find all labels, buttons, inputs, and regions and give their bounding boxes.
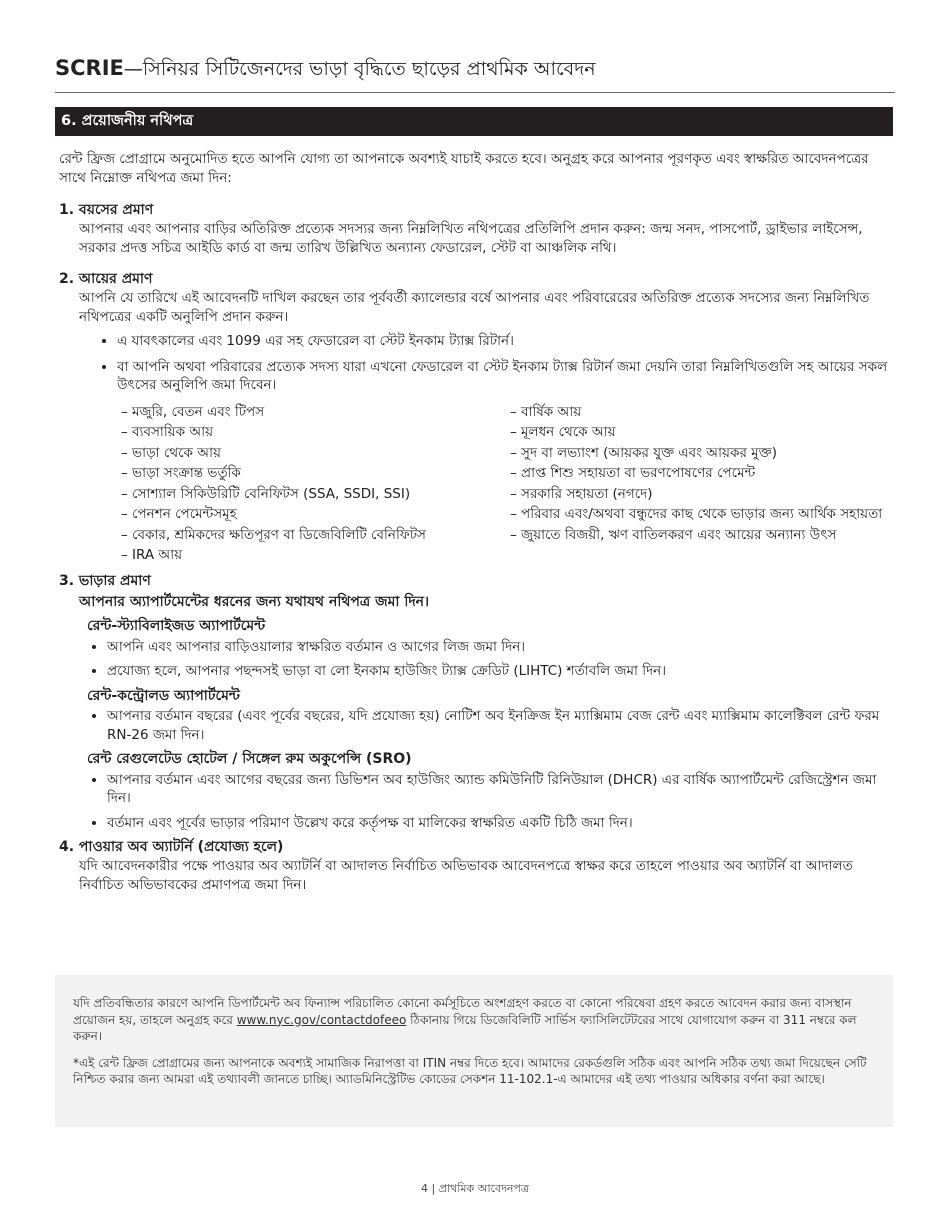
- rent-stabilized-bullets: [59, 638, 895, 681]
- list-item: – প্রাপ্ত শিশু সহায়তা বা ভরণপোষণের পেমেন্ট: [510, 465, 756, 481]
- sro-bullets: [59, 771, 895, 833]
- list-item: – ভাড়া সংক্রান্ত ভর্তুকি: [121, 465, 241, 481]
- section-body: [59, 150, 895, 894]
- list-item: – বেকার, শ্রমিকদের ক্ষতিপূরণ বা ডিজেবিলিটি বেনিফিটস: [121, 526, 426, 543]
- accessibility-notice-text-end: ঠিকানায় গিয়ে ডিজেবিলিটি সার্ভিস ফ্যাসিলিটেটরের সাথে যোগাযোগ করুন বা 311 নম্বরে কল করুন।: [73, 1012, 857, 1043]
- list-item: • আপনি এবং আপনার বাড়িওয়ালার স্বাক্ষরিত বর্তমান ও আগের লিজ জমা দিন।: [107, 638, 895, 657]
- list-item: • আপনার বর্তমান বছরের (এবং পূর্বের বছরের, যদি প্রযোজ্য হয়) নোটিশ অব ইনক্রিজ ইন ম্যাক্সিমাম বেজ রেন্ট এবং ম্যাক্সিমাম কালেক্টিবল রেন্ট ফরম RN-26 জমা দিন।: [107, 707, 895, 744]
- section-heading: 6. প্রয়োজনীয় নথিপত্র: [55, 107, 893, 136]
- footer-notice-box: [55, 975, 893, 1127]
- page-title: [55, 55, 895, 93]
- list-item: – মূলধন থেকে আয়: [510, 424, 616, 440]
- list-item: – ভাড়া থেকে আয়: [121, 444, 221, 461]
- item-age-proof-text: আপনার এবং আপনার বাড়ির অতিরিক্ত প্রত্যেক সদস্যর জন্য নিম্নলিখিত নথিপত্রের প্রতিলিপি প্রদান করুন: জন্ম সনদ, পাসপোর্ট, ড্রাইভার লাইসেন্স, সরকার প্রদত্ত সচিত্র আইডি কার্ড বা জন্ম তারিখ উল্লিখিত অন্যান্য ফেডারেল, স্টেট বা আঞ্চলিক নথি।: [79, 221, 863, 256]
- title-text: —সিনিয়র সিটিজেনদের ভাড়া বৃদ্ধিতে ছাড়ের প্রাথমিক আবেদন: [123, 58, 596, 80]
- list-item: • প্রযোজ্য হলে, আপনার পছন্দসই ভাড়া বা লো ইনকাম হাউজিং ট্যাক্স ক্রেডিট (LIHTC) শর্তাবলি জমা দিন।: [107, 662, 895, 681]
- list-item: – ব্যবসায়িক আয়: [121, 424, 214, 440]
- title-acronym: SCRIE: [55, 56, 124, 80]
- accessibility-notice-text: যদি প্রতিবন্ধিতার কারণে আপনি ডিপার্টমেন্ট অব ফিন্যান্স পরিচালিত কোনো কর্মসূচিতে অংশগ্রহণ করতে বা কোনো পরিষেবা গ্রহণ করতে আবেদন করার জন্য বাসস্থান প্রয়োজন হয়, তাহলে অনুগ্রহ করে: [73, 996, 852, 1027]
- rent-controlled-bullets: [59, 707, 895, 744]
- income-sources-right: [506, 402, 895, 566]
- list-item: – সুদ বা লভ্যাংশ (আয়কর যুক্ত এবং আয়কর মুক্ত): [510, 444, 778, 461]
- income-bullet-all-sources: • বা আপনি অথবা পরিবারের প্রত্যেক সদস্য যারা এখনো ফেডারেল বা স্টেট ইনকাম ট্যাক্স রিটার্ন জমা দেয়নি তারা নিম্নলিখিতগুলি সহ আয়ের সকল উৎসের অনুলিপি জমা দিবেন।: [117, 358, 895, 395]
- accessibility-notice: [73, 995, 875, 1045]
- contact-link[interactable]: www.nyc.gov/contactdofeeo: [236, 1012, 407, 1027]
- income-bullets: [59, 332, 895, 395]
- item-power-of-attorney-text: যদি আবেদনকারীর পক্ষে পাওয়ার অব অ্যাটর্নি বা আদালত নির্বাচিত অভিভাবক আবেদনপত্রে স্বাক্ষর করে তাহলে পাওয়ার অব অ্যাটর্নি বা আদালত নির্বাচিত অভিভাবকের প্রমাণপত্র জমা দিন।: [79, 858, 853, 893]
- rent-stabilized-heading: রেন্ট-স্ট্যাবিলাইজড অ্যাপার্টমেন্ট: [87, 618, 266, 634]
- list-item: – পেনশন পেমেন্টসমূহ: [121, 506, 237, 522]
- list-item: – IRA আয়: [121, 547, 183, 563]
- income-bullet-tax-return: • এ যাবৎকালের এবং 1099 এর সহ ফেডারেল বা স্টেট ইনকাম ট্যাক্স রিটার্ন।: [117, 332, 895, 351]
- list-item: – বার্ষিক আয়: [510, 403, 582, 420]
- page-number-footer: 4 | প্রাথমিক আবেদনপত্র: [421, 1182, 529, 1195]
- intro-paragraph: রেন্ট ফ্রিজ প্রোগ্রামে অনুমোদিত হতে আপনি যোগ্য তা আপনাকে অবশ্যই যাচাই করতে হবে। অনুগ্রহ করে আপনার পূরণকৃত এবং স্বাক্ষরিত আবেদনপত্রের সাথে নিম্নোক্ত নথিপত্র জমা দিন:: [59, 151, 869, 186]
- list-item: – জুয়াতে বিজয়ী, ঋণ বাতিলকরণ এবং আয়ের অন্যান্য উৎস: [510, 526, 837, 543]
- item-power-of-attorney-title: 4. পাওয়ার অব অ্যাটর্নি (প্রযোজ্য হলে): [59, 839, 284, 855]
- rent-proof-subtitle: আপনার অ্যাপার্টমেন্টের ধরনের জন্য যথাযথ নথিপত্র জমা দিন।: [79, 593, 430, 610]
- list-item: – পরিবার এবং/অথবা বন্ধুদের কাছ থেকে ভাড়ার জন্য আর্থিক সহায়তা: [510, 506, 883, 522]
- item-income-proof-text: আপনি যে তারিখে এই আবেদনটি দাখিল করছেন তার পূর্ববর্তী ক্যালেন্ডার বর্ষে আপনার এবং পরিবারেরের অতিরিক্ত প্রত্যেক সদস্যের জন্য নিম্নলিখিত নথিপত্রের একটি অনুলিপি প্রদান করুন।: [79, 290, 870, 325]
- sro-heading: রেন্ট রেগুলেটেড হোটেল / সিঙ্গেল রুম অকুপেন্সি (SRO): [87, 751, 412, 767]
- item-income-proof-title: 2. আয়ের প্রমাণ: [59, 271, 153, 287]
- list-item: • বর্তমান এবং পূর্বের ভাড়ার পরিমাণ উল্লেখ করে কর্তৃপক্ষ বা মালিকের স্বাক্ষরিত একটি চিঠি জমা দিন।: [107, 814, 895, 833]
- income-sources-columns: [59, 402, 895, 566]
- list-item: – সরকারি সহায়তা (নগদে): [510, 485, 653, 502]
- rent-controlled-heading: রেন্ট-কন্ট্রোলড অ্যাপার্টমেন্ট: [87, 687, 240, 704]
- item-rent-proof-title: 3. ভাড়ার প্রমাণ: [59, 572, 151, 589]
- list-item: – মজুরি, বেতন এবং টিপস: [121, 403, 265, 420]
- ssn-notice: *এই রেন্ট ফ্রিজ প্রোগ্রামের জন্য আপনাকে অবশ্যই সামাজিক নিরাপত্তা বা ITIN নম্বর দিতে হবে। আমাদের রেকর্ডগুলি সঠিক এবং আপনি সঠিক তথ্য জমা দিয়েছেন সেটি নিশ্চিত করার জন্য আমরা এই তথ্যাবলী জানতে চাচ্ছি। অ্যাডমিনিস্ট্রেটিভ কোডের সেকশন 11-102.1-এ আমাদের এই তথ্য পাওয়ার অধিকার বর্ণনা করা আছে।: [73, 1055, 867, 1086]
- item-age-proof-title: 1. বয়সের প্রমাণ: [59, 202, 154, 218]
- list-item: – সোশ্যাল সিকিউরিটি বেনিফিটস (SSA, SSDI, SSI): [121, 485, 411, 502]
- income-sources-left: [121, 402, 506, 566]
- list-item: • আপনার বর্তমান এবং আগের বছরের জন্য ডিভিশন অব হাউজিং অ্যান্ড কমিউনিটি রিনিউয়াল (DHCR) এর বার্ষিক অ্যাপার্টমেন্ট রেজিস্ট্রেশন জমা দিন।: [107, 771, 895, 808]
